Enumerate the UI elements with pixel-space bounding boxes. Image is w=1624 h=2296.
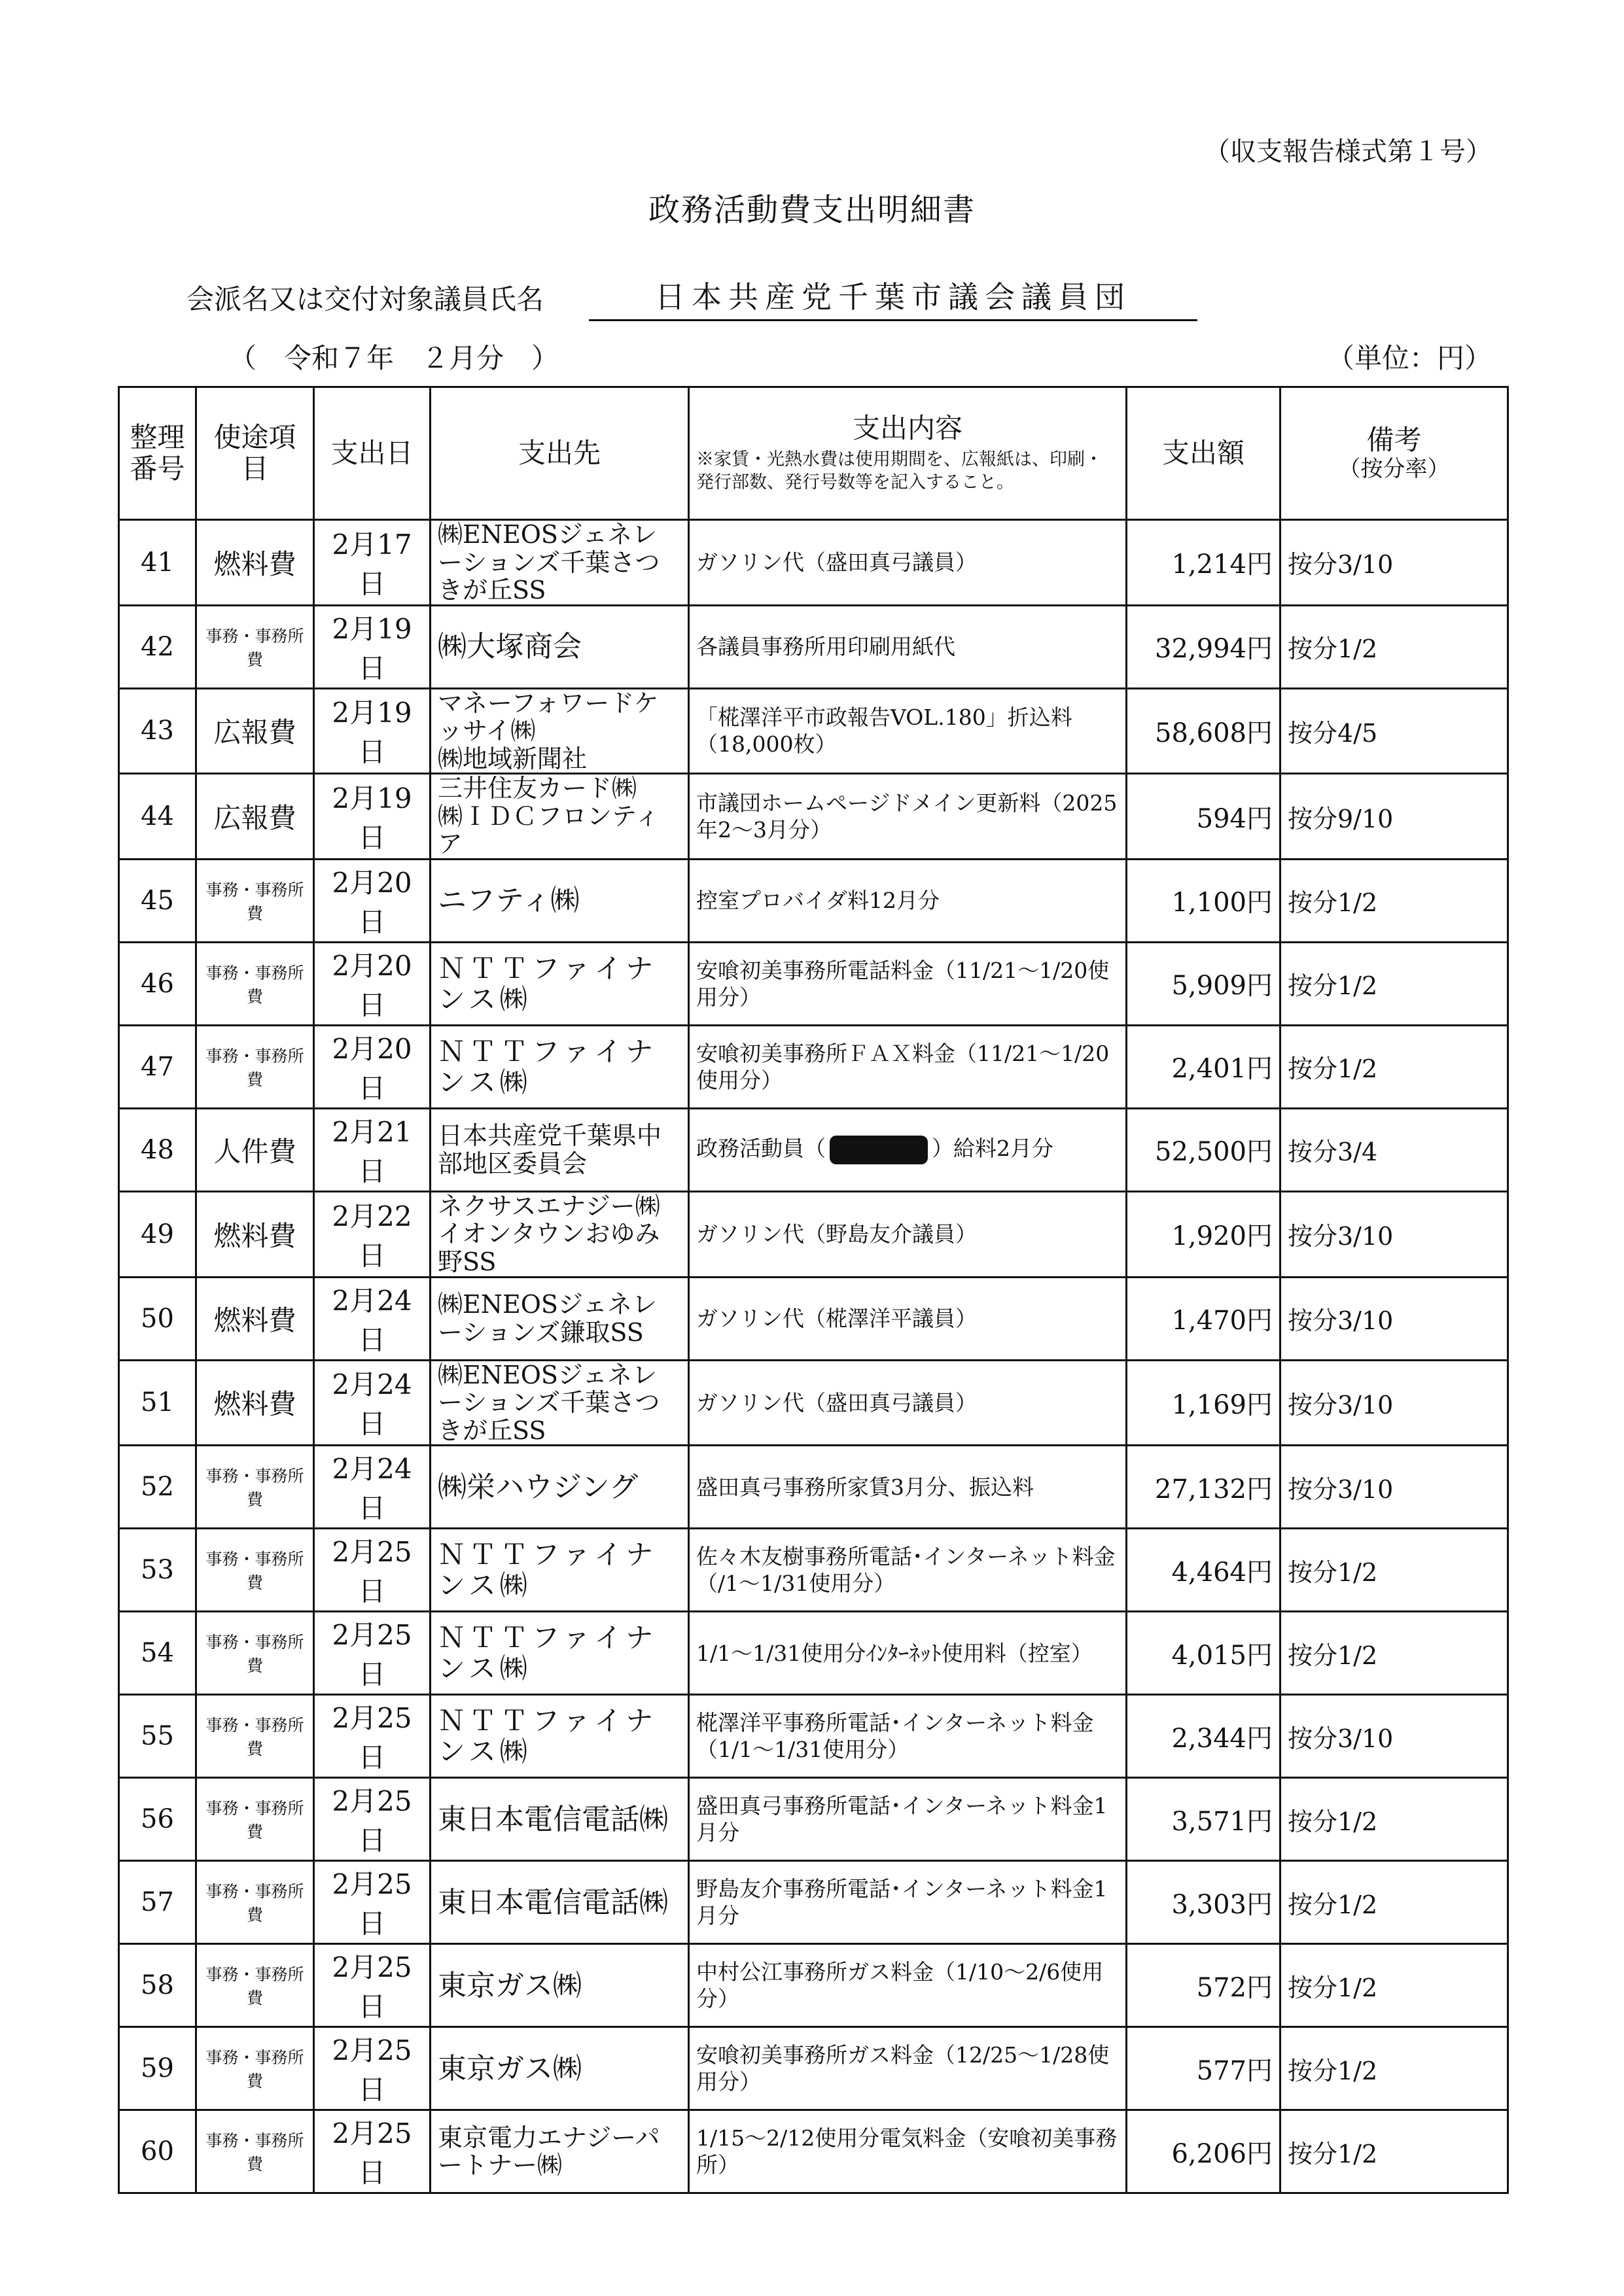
row-amount: 6,206円 bbox=[1127, 2110, 1280, 2193]
row-date: 2月17日 bbox=[314, 520, 431, 606]
row-payee: 三井住友カード㈱ ㈱ＩＤＣフロンティア bbox=[431, 774, 689, 860]
row-number: 53 bbox=[119, 1529, 196, 1612]
header-content-note: ※家賃・光熱水費は使用期間を、広報紙は、印刷・発行部数、発行号数等を記入すること。 bbox=[696, 449, 1103, 493]
row-content: 市議団ホームページドメイン更新料（2025年2～3月分） bbox=[689, 774, 1127, 860]
row-number: 45 bbox=[119, 859, 196, 942]
table-row bbox=[119, 1360, 1508, 1446]
row-amount: 1,100円 bbox=[1127, 859, 1280, 942]
table-row bbox=[119, 1108, 1508, 1191]
table-row bbox=[119, 1446, 1508, 1529]
row-remarks: 按分1/2 bbox=[1280, 2027, 1508, 2110]
row-number: 42 bbox=[119, 605, 196, 688]
unit-label: （単位：円） bbox=[1326, 342, 1492, 374]
row-payee: ㈱ENEOSジェネレーションズ鎌取SS bbox=[431, 1277, 689, 1360]
row-remarks: 按分1/2 bbox=[1280, 859, 1508, 942]
row-category: 広報費 bbox=[196, 774, 314, 860]
row-payee: ㈱ENEOSジェネレーションズ千葉さつきが丘SS bbox=[431, 1360, 689, 1446]
table-row bbox=[119, 1191, 1508, 1277]
row-remarks: 按分4/5 bbox=[1280, 688, 1508, 774]
row-payee: ㈱ENEOSジェネレーションズ千葉さつきが丘SS bbox=[431, 520, 689, 606]
row-payee: 東日本電信電話㈱ bbox=[431, 1861, 689, 1944]
row-category: 燃料費 bbox=[196, 1360, 314, 1446]
row-payee: 東京電力エナジーパートナー㈱ bbox=[431, 2110, 689, 2193]
row-remarks: 按分1/2 bbox=[1280, 1861, 1508, 1944]
row-payee: ＮＴＴファイナンス㈱ bbox=[431, 942, 689, 1025]
table-row bbox=[119, 859, 1508, 942]
redaction-block bbox=[830, 1136, 928, 1164]
table-row bbox=[119, 520, 1508, 606]
row-amount: 2,344円 bbox=[1127, 1695, 1280, 1778]
row-content-pre: 政務活動員（ bbox=[696, 1136, 826, 1162]
row-amount: 594円 bbox=[1127, 774, 1280, 860]
row-category: 事務・事務所費 bbox=[196, 1612, 314, 1695]
row-amount: 577円 bbox=[1127, 2027, 1280, 2110]
row-date: 2月19日 bbox=[314, 605, 431, 688]
row-content: ガソリン代（椛澤洋平議員） bbox=[689, 1277, 1127, 1360]
row-payee: ＮＴＴファイナンス㈱ bbox=[431, 1529, 689, 1612]
row-category: 事務・事務所費 bbox=[196, 1944, 314, 2027]
row-date: 2月25日 bbox=[314, 1612, 431, 1695]
row-payee: 東京ガス㈱ bbox=[431, 2027, 689, 2110]
row-amount: 52,500円 bbox=[1127, 1108, 1280, 1191]
row-payee: ニフティ㈱ bbox=[431, 859, 689, 942]
org-name: 日本共産党千葉市議会議員団 bbox=[589, 273, 1197, 321]
table-row bbox=[119, 688, 1508, 774]
row-date: 2月19日 bbox=[314, 774, 431, 860]
row-number: 46 bbox=[119, 942, 196, 1025]
row-content: 「椛澤洋平市政報告VOL.180」折込料（18,000枚） bbox=[689, 688, 1127, 774]
row-date: 2月24日 bbox=[314, 1360, 431, 1446]
row-category: 人件費 bbox=[196, 1108, 314, 1191]
row-amount: 4,464円 bbox=[1127, 1529, 1280, 1612]
header-content bbox=[689, 387, 1127, 520]
row-date: 2月20日 bbox=[314, 859, 431, 942]
row-content: 控室プロバイダ料12月分 bbox=[689, 859, 1127, 942]
row-amount: 1,214円 bbox=[1127, 520, 1280, 606]
table-row bbox=[119, 1944, 1508, 2027]
row-remarks: 按分1/2 bbox=[1280, 942, 1508, 1025]
table-row bbox=[119, 2110, 1508, 2193]
row-remarks: 按分1/2 bbox=[1280, 1612, 1508, 1695]
row-payee: 東京ガス㈱ bbox=[431, 1944, 689, 2027]
row-number: 48 bbox=[119, 1108, 196, 1191]
row-payee: 日本共産党千葉県中部地区委員会 bbox=[431, 1108, 689, 1191]
row-date: 2月25日 bbox=[314, 2027, 431, 2110]
row-content: 野島友介事務所電話･インターネット料金1月分 bbox=[689, 1861, 1127, 1944]
row-payee: ＮＴＴファイナンス㈱ bbox=[431, 1695, 689, 1778]
table-row bbox=[119, 605, 1508, 688]
row-date: 2月25日 bbox=[314, 1695, 431, 1778]
row-remarks: 按分1/2 bbox=[1280, 1025, 1508, 1108]
row-content: 盛田真弓事務所電話･インターネット料金1月分 bbox=[689, 1778, 1127, 1861]
row-number: 44 bbox=[119, 774, 196, 860]
row-number: 49 bbox=[119, 1191, 196, 1277]
row-number: 41 bbox=[119, 520, 196, 606]
row-date: 2月25日 bbox=[314, 1944, 431, 2027]
row-number: 51 bbox=[119, 1360, 196, 1446]
row-amount: 1,169円 bbox=[1127, 1360, 1280, 1446]
row-remarks: 按分1/2 bbox=[1280, 1778, 1508, 1861]
row-number: 58 bbox=[119, 1944, 196, 2027]
row-category: 事務・事務所費 bbox=[196, 1529, 314, 1612]
row-date: 2月21日 bbox=[314, 1108, 431, 1191]
header-remarks-sub: （按分率） bbox=[1338, 455, 1450, 482]
row-content: 中村公江事務所ガス料金（1/10～2/6使用分） bbox=[689, 1944, 1127, 2027]
row-category: 広報費 bbox=[196, 688, 314, 774]
row-number: 57 bbox=[119, 1861, 196, 1944]
row-category: 事務・事務所費 bbox=[196, 1446, 314, 1529]
header-date: 支出日 bbox=[314, 387, 431, 520]
row-date: 2月22日 bbox=[314, 1191, 431, 1277]
row-category: 事務・事務所費 bbox=[196, 2027, 314, 2110]
row-category: 事務・事務所費 bbox=[196, 1025, 314, 1108]
row-number: 59 bbox=[119, 2027, 196, 2110]
expense-table bbox=[118, 386, 1509, 2194]
row-content: 1/15～2/12使用分電気料金（安喰初美事務所） bbox=[689, 2110, 1127, 2193]
row-payee: ㈱栄ハウジング bbox=[431, 1446, 689, 1529]
row-remarks: 按分3/10 bbox=[1280, 1360, 1508, 1446]
row-category: 事務・事務所費 bbox=[196, 1778, 314, 1861]
header-amount: 支出額 bbox=[1127, 387, 1280, 520]
row-amount: 572円 bbox=[1127, 1944, 1280, 2027]
row-payee: ネクサスエナジー㈱イオンタウンおゆみ野SS bbox=[431, 1191, 689, 1277]
row-remarks: 按分3/10 bbox=[1280, 1277, 1508, 1360]
row-payee: 東日本電信電話㈱ bbox=[431, 1778, 689, 1861]
document-title: 政務活動費支出明細書 bbox=[648, 192, 976, 228]
row-number: 60 bbox=[119, 2110, 196, 2193]
row-content: 安喰初美事務所ガス料金（12/25～1/28使用分） bbox=[689, 2027, 1127, 2110]
row-date: 2月24日 bbox=[314, 1446, 431, 1529]
table-row bbox=[119, 1695, 1508, 1778]
row-date: 2月24日 bbox=[314, 1277, 431, 1360]
table-row bbox=[119, 2027, 1508, 2110]
header-row bbox=[119, 387, 1508, 520]
row-content: ガソリン代（盛田真弓議員） bbox=[689, 1360, 1127, 1446]
row-amount: 2,401円 bbox=[1127, 1025, 1280, 1108]
header-payee: 支出先 bbox=[431, 387, 689, 520]
row-content: 安喰初美事務所ＦＡＸ料金（11/21～1/20使用分） bbox=[689, 1025, 1127, 1108]
row-amount: 1,470円 bbox=[1127, 1277, 1280, 1360]
row-content: 盛田真弓事務所家賃3月分、振込料 bbox=[689, 1446, 1127, 1529]
header-remarks bbox=[1280, 387, 1508, 520]
row-payee: マネーフォワードケッサイ㈱ ㈱地域新聞社 bbox=[431, 688, 689, 774]
row-number: 56 bbox=[119, 1778, 196, 1861]
row-remarks: 按分3/10 bbox=[1280, 520, 1508, 606]
row-category: 事務・事務所費 bbox=[196, 605, 314, 688]
org-label: 会派名又は交付対象議員氏名 bbox=[186, 283, 544, 315]
row-date: 2月25日 bbox=[314, 1529, 431, 1612]
period: （ 令和７年 ２月分 ） bbox=[229, 342, 559, 374]
row-content: 安喰初美事務所電話料金（11/21～1/20使用分） bbox=[689, 942, 1127, 1025]
table-row bbox=[119, 1861, 1508, 1944]
header-content-label: 支出内容 bbox=[852, 411, 962, 444]
row-date: 2月20日 bbox=[314, 1025, 431, 1108]
row-remarks: 按分3/10 bbox=[1280, 1695, 1508, 1778]
table-row bbox=[119, 1277, 1508, 1360]
row-category: 事務・事務所費 bbox=[196, 1695, 314, 1778]
row-amount: 3,571円 bbox=[1127, 1778, 1280, 1861]
header-remarks-label: 備考 bbox=[1366, 424, 1422, 457]
row-content-post: ）給料2月分 bbox=[932, 1136, 1053, 1162]
row-amount: 1,920円 bbox=[1127, 1191, 1280, 1277]
row-category: 事務・事務所費 bbox=[196, 942, 314, 1025]
row-date: 2月19日 bbox=[314, 688, 431, 774]
row-category: 事務・事務所費 bbox=[196, 2110, 314, 2193]
row-amount: 32,994円 bbox=[1127, 605, 1280, 688]
row-remarks: 按分3/4 bbox=[1280, 1108, 1508, 1191]
row-number: 52 bbox=[119, 1446, 196, 1529]
row-category: 燃料費 bbox=[196, 520, 314, 606]
row-date: 2月20日 bbox=[314, 942, 431, 1025]
table-row bbox=[119, 1778, 1508, 1861]
row-amount: 58,608円 bbox=[1127, 688, 1280, 774]
row-number: 47 bbox=[119, 1025, 196, 1108]
row-content: ガソリン代（盛田真弓議員） bbox=[689, 520, 1127, 606]
header-no: 整理番号 bbox=[119, 387, 196, 520]
row-amount: 4,015円 bbox=[1127, 1612, 1280, 1695]
row-category: 事務・事務所費 bbox=[196, 1861, 314, 1944]
table-row bbox=[119, 1025, 1508, 1108]
table-row bbox=[119, 1529, 1508, 1612]
row-date: 2月25日 bbox=[314, 1778, 431, 1861]
row-payee: ㈱大塚商会 bbox=[431, 605, 689, 688]
row-number: 50 bbox=[119, 1277, 196, 1360]
row-remarks: 按分1/2 bbox=[1280, 1944, 1508, 2027]
row-remarks: 按分3/10 bbox=[1280, 1191, 1508, 1277]
row-payee: ＮＴＴファイナンス㈱ bbox=[431, 1612, 689, 1695]
row-category: 燃料費 bbox=[196, 1191, 314, 1277]
table-row bbox=[119, 774, 1508, 860]
row-amount: 27,132円 bbox=[1127, 1446, 1280, 1529]
row-number: 43 bbox=[119, 688, 196, 774]
row-date: 2月25日 bbox=[314, 2110, 431, 2193]
row-content: 佐々木友樹事務所電話･インターネット料金（/1～1/31使用分） bbox=[689, 1529, 1127, 1612]
row-content: ガソリン代（野島友介議員） bbox=[689, 1191, 1127, 1277]
row-payee: ＮＴＴファイナンス㈱ bbox=[431, 1025, 689, 1108]
row-number: 54 bbox=[119, 1612, 196, 1695]
row-amount: 5,909円 bbox=[1127, 942, 1280, 1025]
form-number: （収支報告様式第１号） bbox=[1204, 137, 1492, 167]
header-category: 使途項目 bbox=[196, 387, 314, 520]
row-remarks: 按分1/2 bbox=[1280, 2110, 1508, 2193]
row-content bbox=[689, 1108, 1127, 1191]
row-remarks: 按分1/2 bbox=[1280, 1529, 1508, 1612]
table-row bbox=[119, 1612, 1508, 1695]
row-content: 各議員事務所用印刷用紙代 bbox=[689, 605, 1127, 688]
row-category: 燃料費 bbox=[196, 1277, 314, 1360]
row-date: 2月25日 bbox=[314, 1861, 431, 1944]
row-content: 1/1～1/31使用分ｲﾝﾀｰﾈｯﾄ使用料（控室） bbox=[689, 1612, 1127, 1695]
row-remarks: 按分3/10 bbox=[1280, 1446, 1508, 1529]
table-row bbox=[119, 942, 1508, 1025]
row-remarks: 按分1/2 bbox=[1280, 605, 1508, 688]
row-number: 55 bbox=[119, 1695, 196, 1778]
row-amount: 3,303円 bbox=[1127, 1861, 1280, 1944]
row-remarks: 按分9/10 bbox=[1280, 774, 1508, 860]
row-category: 事務・事務所費 bbox=[196, 859, 314, 942]
row-content: 椛澤洋平事務所電話･インターネット料金（1/1～1/31使用分） bbox=[689, 1695, 1127, 1778]
